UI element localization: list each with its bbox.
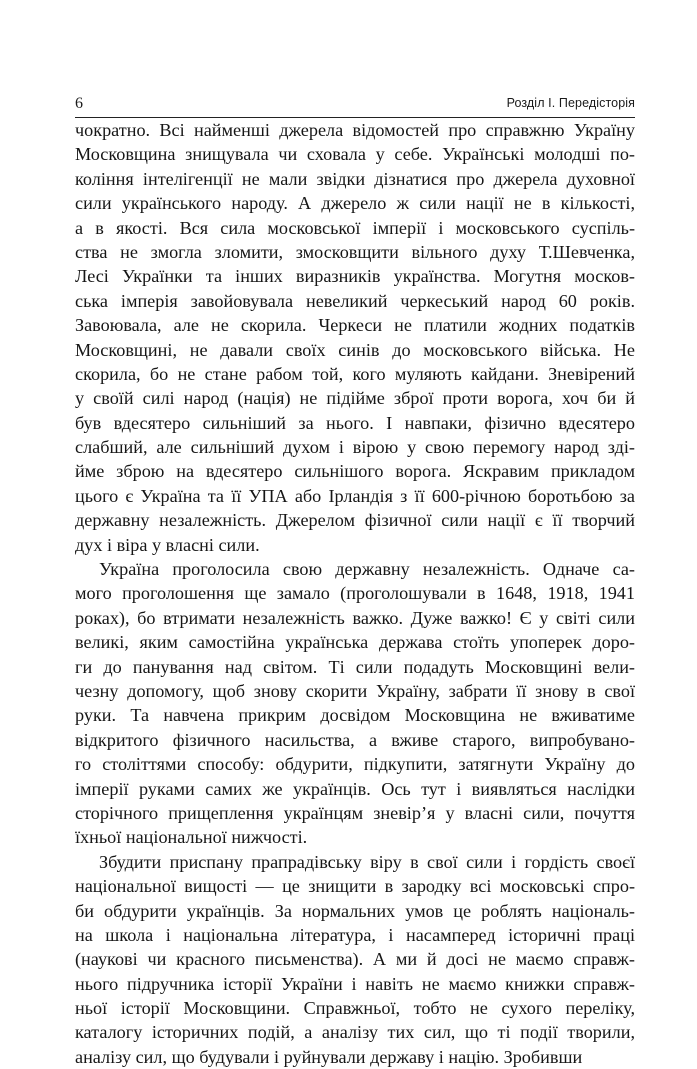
text-line: Україна проголосила свою державну незалежність. Одначе са- <box>99 559 635 580</box>
text-line: слабший, але сильніший духом і вірою у свою перемогу народ здi- <box>75 437 635 458</box>
text-line: йме зброю на вдесятеро сильнішого ворога. Яскравим прикладом <box>75 461 635 482</box>
paragraph <box>75 557 635 850</box>
text-line: мого проголошення ще замало (проголошували в 1648, 1918, 1941 <box>75 583 635 604</box>
text-line: великі, яким самостійна українська держава стоїть упоперек доро- <box>75 632 635 653</box>
text-line: сторічного прищеплення українцям зневір’я у власні сили, почуття <box>75 802 635 823</box>
text-line: сили українського народу. А джерело ж сили нації не в кількості, <box>75 193 635 214</box>
text-line: державну незалежність. Джерелом фізичної сили нації є її творчий <box>75 510 635 531</box>
text-line: відкритого фізичного насильства, а вживе старого, випробувано- <box>75 729 635 750</box>
text-line: Московщині, не давали своїх синів до московського війська. Не <box>75 339 635 360</box>
page-number: 6 <box>75 95 83 112</box>
text-line: ства не змогла зломити, змосковщити вільного духу Т.Шевченка, <box>75 241 635 262</box>
text-line: роках), бо втримати незалежність важко. Дуже важко! Є у світі сили <box>75 607 635 628</box>
text-line: руки. Та навчена прикрим досвідом Московщина не вживатиме <box>75 705 635 726</box>
text-line: на школа і національна література, і насамперед історичні праці <box>75 924 635 945</box>
text-line: чократно. Всі найменші джерела відомостей про справжню Україну <box>75 120 635 140</box>
text-line: го століттями способу: обдурити, підкупити, затягнути Україну до <box>75 754 635 775</box>
text-line: аналізу сил, що будували і руйнували державу і націю. Зробивши <box>75 1046 583 1067</box>
text-line: скорила, бо не стане рабом той, кого муляють кайдани. Зневірений <box>75 363 635 384</box>
text-line: (наукові чи красного письменства). А ми й досі не маємо справж- <box>75 949 635 970</box>
text-line: Збудити приспану прапрадівську віру в свої сили і гордість своєї <box>99 851 635 872</box>
text-line: Завоювала, але не скорила. Черкеси не платили жодних податків <box>75 315 635 336</box>
text-line: чезну допомогу, щоб знову скорити Україну, забрати її знову в свої <box>75 680 635 701</box>
body-text <box>75 118 635 1069</box>
text-line: був вдесятеро сильніший за нього. І навпаки, фізично вдесятеро <box>75 412 635 433</box>
text-line: їхньої національної нижчості. <box>75 827 308 848</box>
text-line: коління інтелігенції не мали звідки дізнатися про джерела духовної <box>75 168 635 189</box>
paragraph <box>75 118 635 557</box>
text-line: ська імперія завойовувала невеликий черкеський народ 60 років. <box>75 290 635 311</box>
paragraph <box>75 850 635 1069</box>
text-line: імперії руками самих же українців. Ось тут і виявляться наслідки <box>75 778 635 799</box>
running-title: Розділ І. Передісторія <box>506 96 635 110</box>
text-line: у своїй силі народ (нація) не підійме зброї проти ворога, хоч би й <box>75 388 635 409</box>
text-line: ньої історії Московщини. Справжньої, тобто не сухого переліку, <box>75 998 635 1019</box>
text-line: Московщина знищувала чи сховала у себе. Українські молодші по- <box>75 144 635 165</box>
text-line: би обдурити українців. За нормальних умов це роблять національ- <box>75 900 635 921</box>
text-line: дух і віра у власні сили. <box>75 534 260 555</box>
text-line: цього є Україна та її УПА або Ірландія з її 600-річною боротьбою за <box>75 485 635 506</box>
text-line: нього підручника історії України і навіть не маємо книжки справж- <box>75 973 635 994</box>
text-line: Лесі Українки та інших виразників українства. Могутня москов- <box>75 266 635 287</box>
text-line: каталогу історичних подій, а аналізу тих сил, що ті події творили, <box>75 1022 635 1043</box>
text-line: ги до панування над світом. Ті сили подадуть Московщині вели- <box>75 656 635 677</box>
text-line: національної вищості — це знищити в зародку всі московські спро- <box>75 876 635 897</box>
text-line: а в якості. Вся сила московської імперії і московського суспіль- <box>75 217 635 238</box>
page-header <box>75 93 635 117</box>
